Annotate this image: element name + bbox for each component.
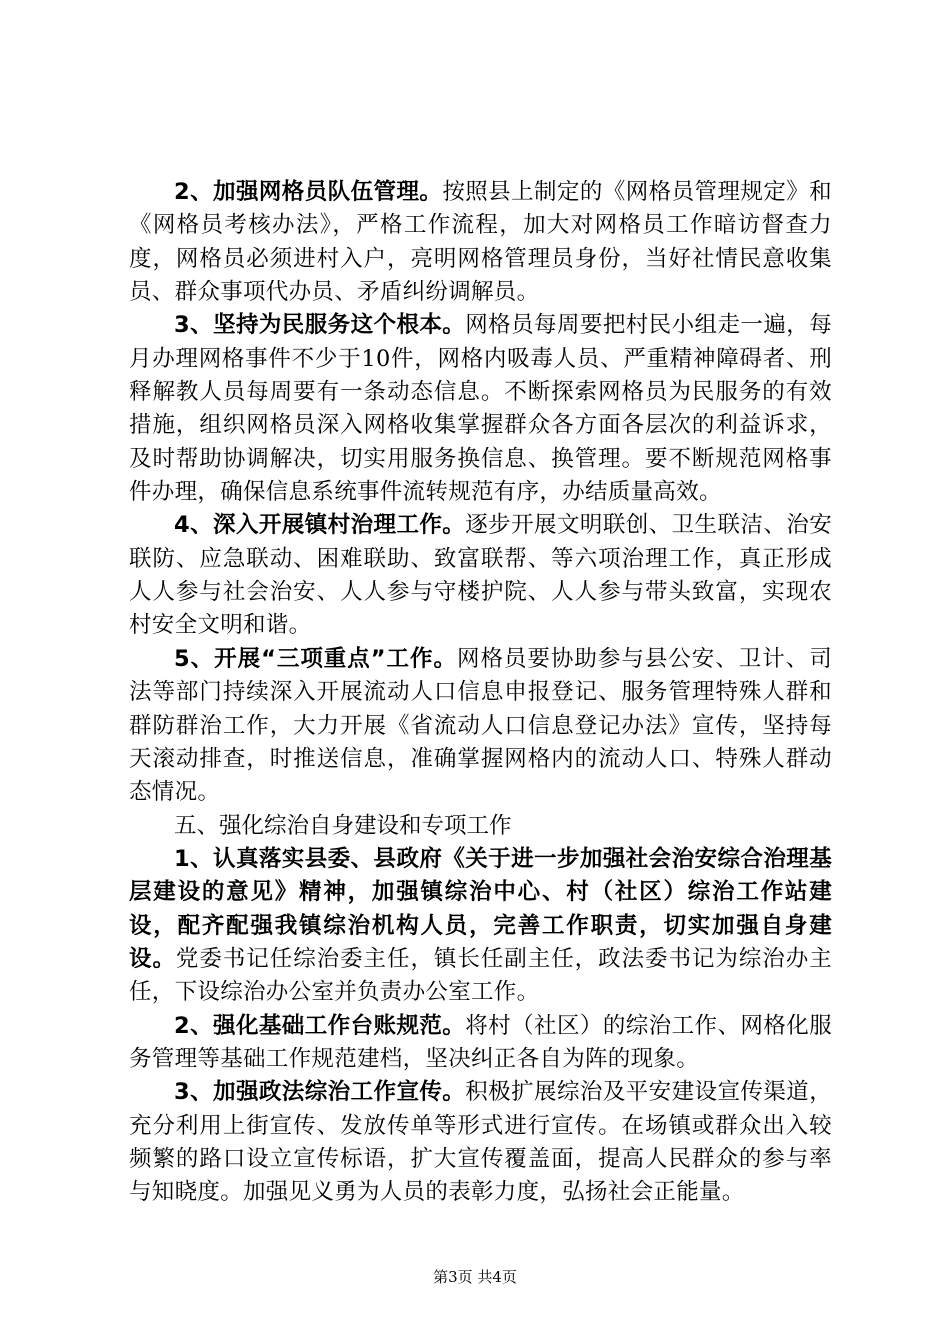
paragraph-text: 按照县上制定的《网格员管理规定》和《网格员考核办法》，严格工作流程，加大对网格员工作暗访督查力度，网格员必须进村入户，亮明网格管理员身份，当好社情民意收集员、群众事项代办员、矛盾纠纷调解员。: [129, 179, 832, 306]
paragraph-lead: 4、深入开展镇村治理工作。: [174, 512, 466, 539]
paragraph-lead: 3、加强政法综治工作宣传。: [174, 1079, 466, 1106]
paragraph-publicity: [129, 1076, 832, 1209]
paragraph-town-village-governance: [129, 509, 832, 642]
paragraph-text: 积极扩展综治及平安建设宣传渠道，充分利用上街宣传、发放传单等形式进行宣传。在场镇或群众出入较频繁的路口设立宣传标语，扩大宣传覆盖面，提高人民群众的参与率与知晓度。加强见义勇为人员的表彰力度，弘扬社会正能量。: [129, 1079, 832, 1206]
paragraph-ledger-standards: [129, 1010, 832, 1077]
paragraph-self-construction: [129, 843, 832, 1010]
paragraph-text: 将村（社区）的综治工作、网格化服务管理等基础工作规范建档，坚决纠正各自为阵的现象。: [129, 1012, 832, 1072]
page-footer: 第3页 共4页: [433, 1268, 517, 1286]
paragraph-lead: 2、加强网格员队伍管理。: [174, 179, 443, 205]
paragraph-serve-people: [129, 309, 832, 509]
paragraph-text: 网格员每周要把村民小组走一遍，每月办理网格事件不少于10件，网格内吸毒人员、严重精神障碍者、刑释解教人员每周要有一条动态信息。不断探索网格员为民服务的有效措施，组织网格员深入网格收集掌握群众各方面各层次的利益诉求，及时帮助协调解决，切实用服务换信息、换管理。要不断规范网格事件办理，确保信息系统事件流转规范有序，办结质量高效。: [129, 312, 832, 506]
paragraph-three-priorities: [129, 643, 832, 810]
paragraph-text: 党委书记任综治委主任，镇长任副主任，政法委书记为综治办主任，下设综治办公室并负责办公室工作。: [129, 945, 832, 1006]
paragraph-lead: 5、开展“三项重点”工作。: [174, 645, 457, 672]
paragraph-lead: 3、坚持为民服务这个根本。: [174, 312, 466, 339]
paragraph-team-management: [129, 176, 832, 309]
document-body: [129, 176, 832, 1210]
section-heading: 五、强化综治自身建设和专项工作: [174, 812, 512, 839]
paragraph-text: 网格员要协助参与县公安、卫计、司法等部门持续深入开展流动人口信息申报登记、服务管理特殊人群和群防群治工作，大力开展《省流动人口信息登记办法》宣传，坚持每天滚动排查，时推送信息，准确掌握网格内的流动人口、特殊人群动态情况。: [129, 645, 832, 806]
paragraph-lead: 2、强化基础工作台账规范。: [174, 1012, 466, 1039]
paragraph-lead: 1、认真落实县委、县政府《关于进一步加强社会治安综合治理基层建设的意见》精神，加强镇综治中心、村（社区）综治工作站建设，配齐配强我镇综治机构人员，完善工作职责，切实加强自身建设。: [129, 845, 832, 972]
paragraph-text: 逐步开展文明联创、卫生联洁、治安联防、应急联动、困难联助、致富联帮、等六项治理工作，真正形成人人参与社会治安、人人参与守楼护院、人人参与带头致富，实现农村安全文明和谐。: [129, 512, 832, 639]
